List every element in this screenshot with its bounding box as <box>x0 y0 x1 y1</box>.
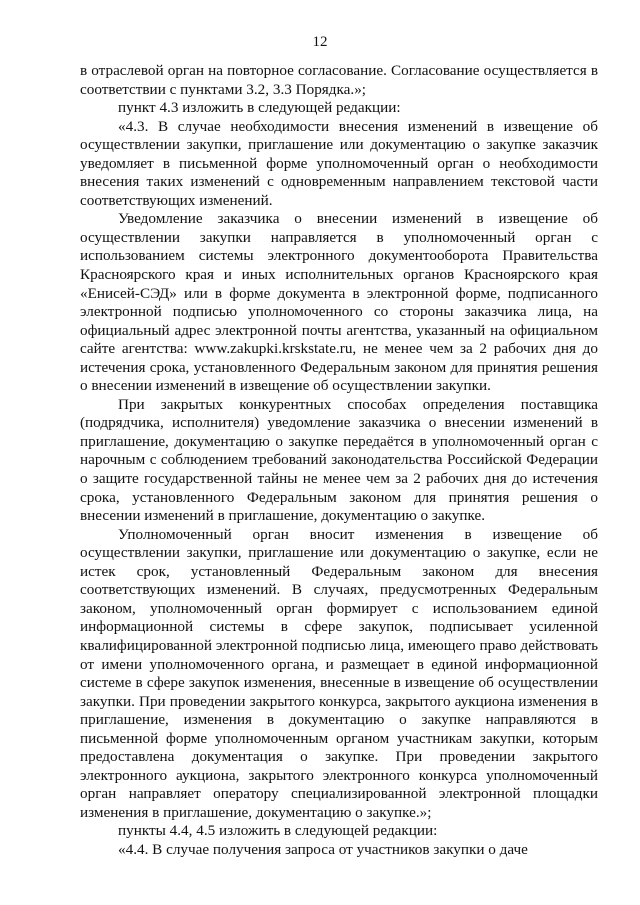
paragraph-amend-4-4-intro: пункты 4.4, 4.5 изложить в следующей редакции: <box>118 822 438 840</box>
paragraph-closed-methods: При закрытых конкурентных способах определения поставщика (подрядчика, исполнителя) уведомление заказчика о внесении изменений в приглашение, документацию о закупке передаётся в уполномоченный орган с нарочным с соблюдением требований законодательства Российской Федерации о защите государственной тайны не менее чем за 2 рабочих дня до истечения срока, установленного Федеральным законом для принятия решения о внесении изменений в приглашение, документацию о закупке. <box>80 395 598 525</box>
paragraph-amend-4-3-intro: пункт 4.3 изложить в следующей редакции: <box>118 99 401 117</box>
paragraph-continuation: в отраслевой орган на повторное согласование. Согласование осуществляется в соответствии с пунктами 3.2, 3.3 Порядка.»; <box>80 62 598 98</box>
paragraph-notification: Уведомление заказчика о внесении изменений в извещение об осуществлении закупки направляется в уполномоченный орган с использованием системы электронного документооборота Правительства Красноярского края и иных исполнительных органов Красноярского края «Енисей-СЭД» или в форме документа в электронной форме, подписанного электронной подписью уполномоченного со стороны заказчика лица, на официальный адрес электронной почты агентства, указанный на официальном сайте агентства: www.zakupki.krskstate.ru, не менее чем за 2 рабочих дня до истечения срока, установленного Федеральным законом для принятия решения о внесении изменений в извещение об осуществлении закупки. <box>80 210 598 395</box>
paragraph-4-4: «4.4. В случае получения запроса от участников закупки о даче <box>118 840 528 858</box>
paragraph-authorized-body: Уполномоченный орган вносит изменения в извещение об осуществлении закупки, приглашение или документацию о закупке, если не истек срок, установленный Федеральным законом для внесения соответствующих изменений. В случаях, предусмотренных Федеральным законом, уполномоченный орган формирует с использованием единой информационной системы в сфере закупок, подписывает усиленной квалифицированной электронной подписью лица, имеющего право действовать от имени уполномоченного органа, и размещает в единой информационной системе в сфере закупок изменения, внесенные в извещение об осуществлении закупки. При проведении закрытого конкурса, закрытого аукциона изменения в приглашение, изменения в документацию о закупке направляются в письменной форме уполномоченным органом участникам закупки, которым предоставлена документация о закупке. При проведении закрытого электронного аукциона, закрытого электронного конкурса уполномоченный орган направляет оператору специализированной электронной площадки изменения в приглашение, документацию о закупке.»; <box>80 525 598 821</box>
page-number: 12 <box>312 34 328 50</box>
document-body <box>80 62 598 860</box>
paragraph-4-3: «4.3. В случае необходимости внесения изменений в извещение об осуществлении закупки, приглашение или документацию о закупке заказчик уведомляет в письменной форме уполномоченный орган о необходимости внесения таких изменений с одновременным направлением текстовой части соответствующих изменений. <box>80 117 598 209</box>
